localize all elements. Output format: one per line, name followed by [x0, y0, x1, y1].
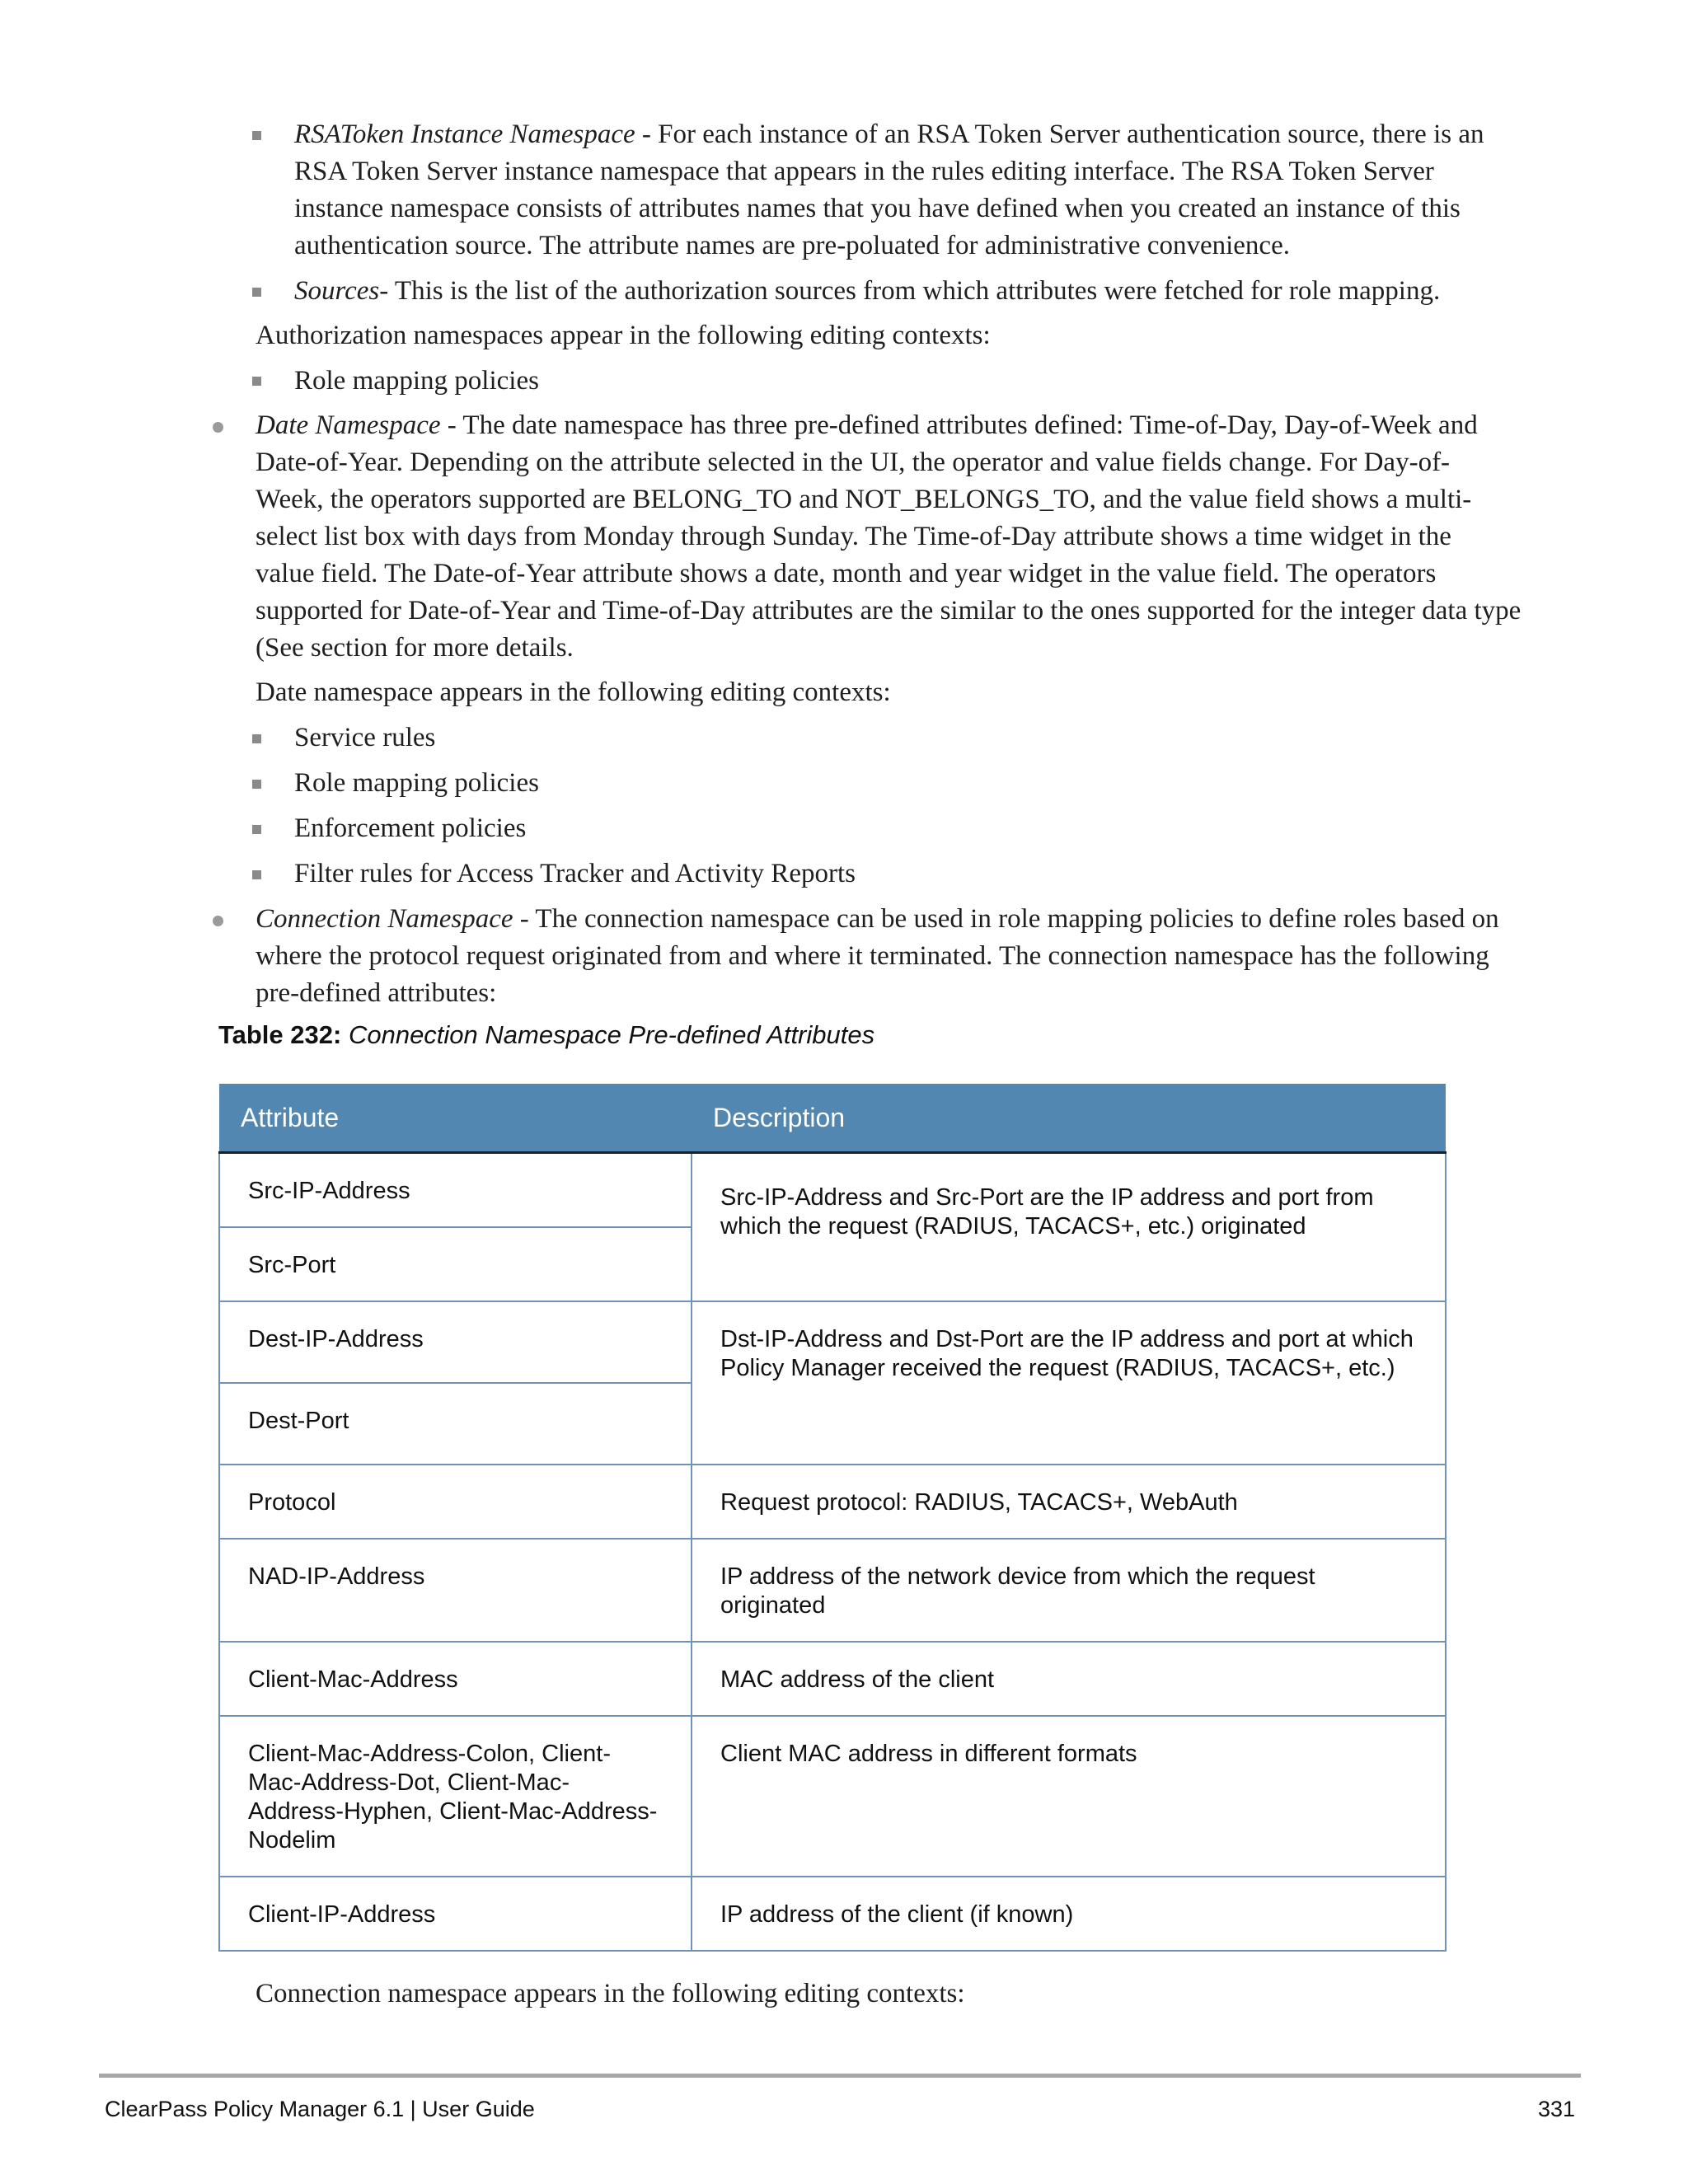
rsatoken-paragraph-line-3: instance namespace consists of attributes names that you have defined when you created an instance of this: [294, 194, 1461, 223]
description-cell: IP address of the network device from which the request originated: [692, 1539, 1446, 1642]
square-bullet-icon: [252, 288, 261, 297]
conn-contexts-intro: Connection namespace appears in the following editing contexts:: [256, 1979, 965, 2008]
date-ns-term: Date Namespace: [256, 410, 441, 440]
connection-attributes-table: [218, 1084, 1447, 1952]
description-cell: Request protocol: RADIUS, TACACS+, WebAuth: [692, 1465, 1446, 1539]
square-bullet-icon: [252, 377, 261, 386]
rsatoken-paragraph-line-2: RSA Token Server instance namespace that appears in the rules editing interface. The RSA Token Server: [294, 157, 1434, 186]
rsatoken-paragraph-line-4: authentication source. The attribute names are pre-poluated for administrative convenience.: [294, 231, 1290, 260]
auth-contexts-intro: Authorization namespaces appear in the following editing contexts:: [256, 321, 991, 350]
table-row: [219, 1301, 1446, 1383]
table-header-description: Description: [692, 1084, 1446, 1153]
table-row: [219, 1153, 1446, 1227]
auth-context-item: Role mapping policies: [294, 366, 539, 396]
table-row: [219, 1465, 1446, 1539]
attribute-cell: Protocol: [219, 1465, 692, 1539]
table-caption: [218, 1020, 874, 1050]
round-bullet-icon: [213, 916, 223, 926]
sources-term: Sources: [294, 276, 380, 306]
attribute-cell: Src-IP-Address: [219, 1153, 692, 1227]
conn-ns-term: Connection Namespace: [256, 904, 513, 934]
date-ns-line-1: Date Namespace - The date namespace has three pre-defined attributes defined: Time-of-Day, Day-of-Week and: [256, 410, 1478, 440]
date-ns-line-2: Date-of-Year. Depending on the attribute selected in the UI, the operator and value fields change. For Day-of-: [256, 448, 1451, 477]
date-ns-line-5: value field. The Date-of-Year attribute shows a date, month and year widget in the value field. The operators: [256, 559, 1437, 588]
page-number: 331: [1538, 2097, 1576, 2121]
rsatoken-term: RSAToken Instance Namespace: [294, 120, 635, 149]
square-bullet-icon: [252, 825, 261, 834]
date-contexts-intro: Date namespace appears in the following editing contexts:: [256, 677, 891, 707]
description-cell: Client MAC address in different formats: [692, 1716, 1446, 1877]
conn-ns-line-3: pre-defined attributes:: [256, 978, 497, 1008]
attribute-cell: Client-Mac-Address-Colon, Client-Mac-Address-Dot, Client-Mac-Address-Hyphen, Client-Mac-Address-Nodelim: [219, 1716, 692, 1877]
attribute-cell: Client-Mac-Address: [219, 1642, 692, 1716]
square-bullet-icon: [252, 780, 261, 789]
date-context-item: Service rules: [294, 723, 436, 752]
attribute-cell: Src-Port: [219, 1227, 692, 1301]
table-caption-label: Table 232:: [218, 1020, 342, 1049]
round-bullet-icon: [213, 422, 223, 433]
attribute-cell: Dest-IP-Address: [219, 1301, 692, 1383]
description-cell: MAC address of the client: [692, 1642, 1446, 1716]
description-cell: Src-IP-Address and Src-Port are the IP address and port from which the request (RADIUS, TACACS+, etc.) originated: [692, 1153, 1446, 1301]
footer-divider: [99, 2074, 1581, 2078]
table-row: [219, 1642, 1446, 1716]
square-bullet-icon: [252, 131, 261, 140]
table-caption-title: Connection Namespace Pre-defined Attributes: [348, 1020, 875, 1049]
footer-title: ClearPass Policy Manager 6.1 | User Guide: [105, 2097, 535, 2121]
table-header-row: [219, 1084, 1446, 1153]
sources-paragraph: Sources- This is the list of the authorization sources from which attributes were fetched for role mapping.: [294, 276, 1441, 306]
rsatoken-paragraph-line-1: RSAToken Instance Namespace - For each instance of an RSA Token Server authentication source, there is an: [294, 120, 1484, 149]
table-row: [219, 1539, 1446, 1642]
attribute-cell: NAD-IP-Address: [219, 1539, 692, 1642]
square-bullet-icon: [252, 734, 261, 743]
description-cell: IP address of the client (if known): [692, 1877, 1446, 1951]
description-cell: Dst-IP-Address and Dst-Port are the IP address and port at which Policy Manager received the request (RADIUS, TACACS+, etc.): [692, 1301, 1446, 1465]
date-context-item: Filter rules for Access Tracker and Activity Reports: [294, 859, 856, 888]
square-bullet-icon: [252, 870, 261, 879]
conn-ns-line-2: where the protocol request originated from and where it terminated. The connection namespace has the following: [256, 941, 1489, 971]
date-context-item: Enforcement policies: [294, 813, 527, 843]
attribute-cell: Dest-Port: [219, 1383, 692, 1465]
conn-ns-line-1: Connection Namespace - The connection namespace can be used in role mapping policies to define roles based on: [256, 904, 1499, 934]
date-ns-line-3: Week, the operators supported are BELONG_TO and NOT_BELONGS_TO, and the value field shows a multi-: [256, 485, 1472, 514]
date-context-item: Role mapping policies: [294, 768, 539, 798]
date-ns-line-4: select list box with days from Monday through Sunday. The Time-of-Day attribute shows a time widget in the: [256, 522, 1451, 551]
table-header-attribute: Attribute: [219, 1084, 692, 1153]
attribute-cell: Client-IP-Address: [219, 1877, 692, 1951]
date-ns-line-6: supported for Date-of-Year and Time-of-Day attributes are the similar to the ones supported for the integer data type: [256, 596, 1522, 626]
date-ns-line-7: (See section for more details.: [256, 633, 574, 663]
table-row: [219, 1716, 1446, 1877]
table-row: [219, 1877, 1446, 1951]
